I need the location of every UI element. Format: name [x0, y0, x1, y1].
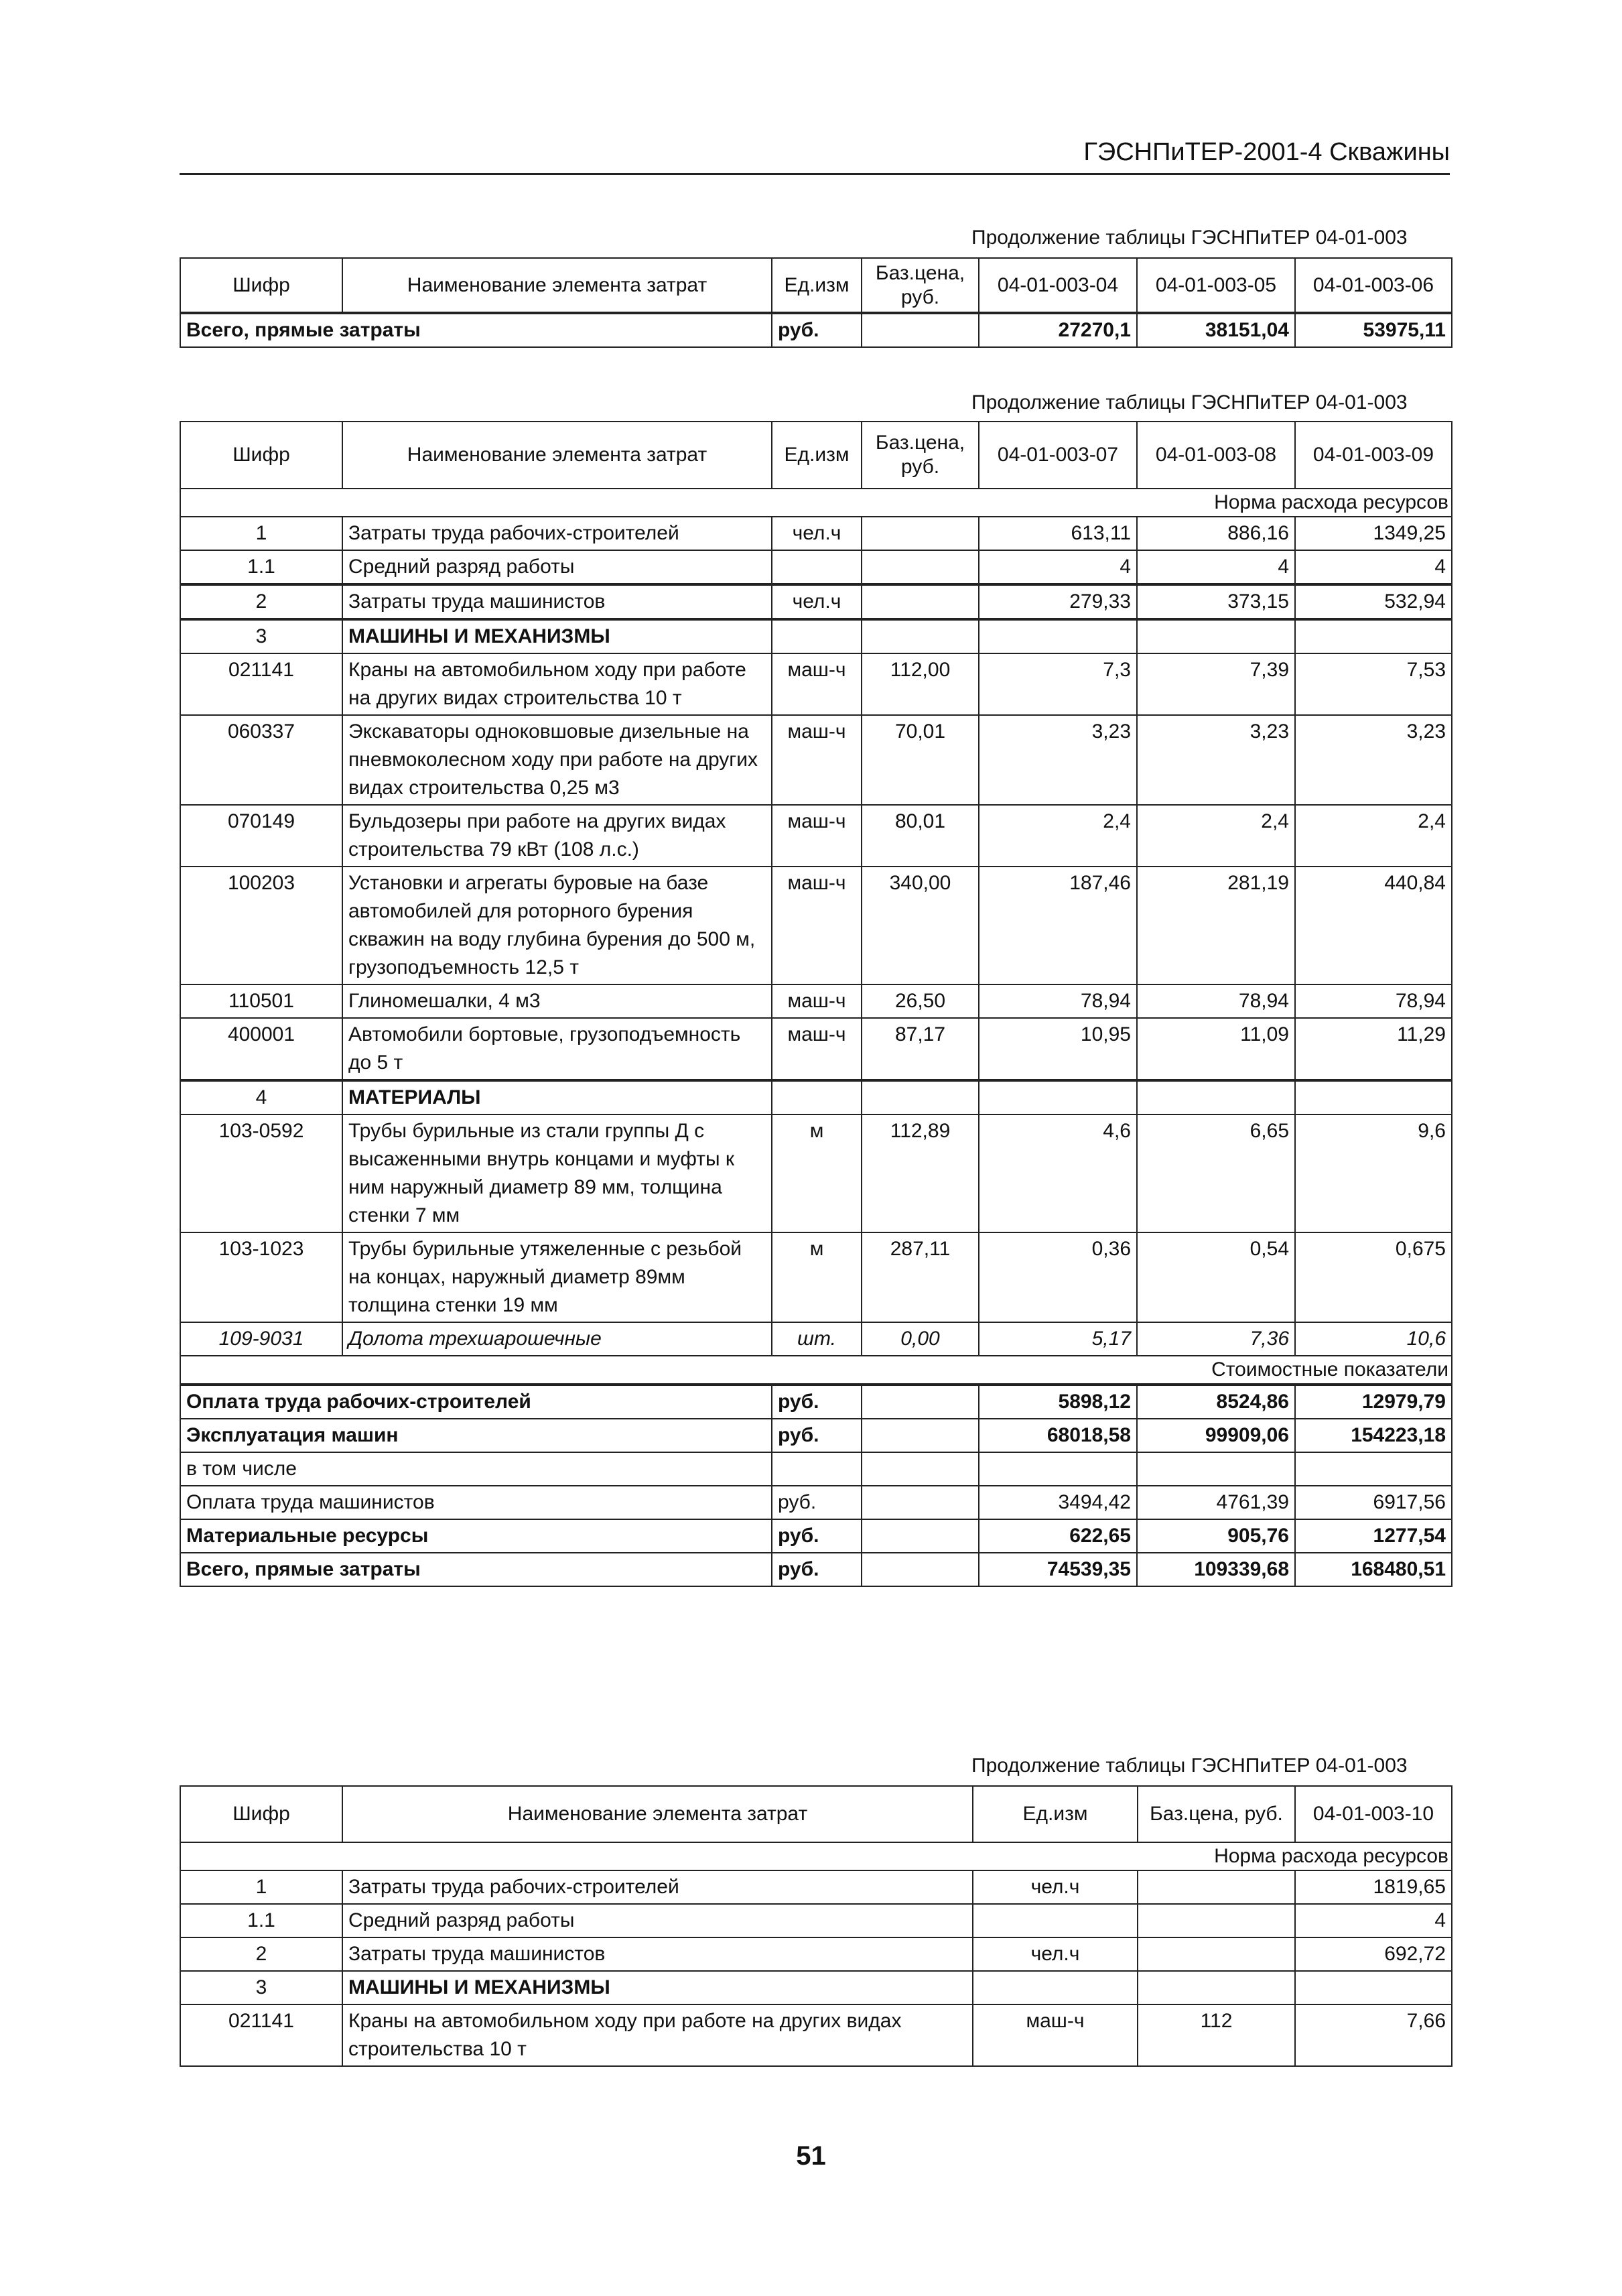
- t2-h-unit: Ед.изм: [772, 422, 862, 489]
- row-name: Бульдозеры при работе на других видах строительства 79 кВт (108 л.с.): [342, 805, 772, 867]
- cost-row: [180, 1385, 1452, 1419]
- table-row: [180, 517, 1452, 550]
- cost-row: [180, 1486, 1452, 1519]
- row-name: МАТЕРИАЛЫ: [342, 1080, 772, 1114]
- row-value: 0,36: [979, 1232, 1137, 1322]
- row-code: 400001: [180, 1018, 342, 1080]
- row-price: 112,00: [862, 653, 979, 715]
- row-unit: маш-ч: [772, 984, 862, 1018]
- cost-name: Всего, прямые затраты: [180, 1553, 772, 1586]
- row-unit: маш-ч: [772, 715, 862, 805]
- row-code: 021141: [180, 653, 342, 715]
- row-value: [1295, 1080, 1452, 1114]
- cost-price: [862, 1519, 979, 1553]
- row-name: Экскаваторы одноковшовые дизельные на пневмоколесном ходу при работе на других видах строительства 0,25 м3: [342, 715, 772, 805]
- table-row: [180, 550, 1452, 584]
- table-row: [180, 653, 1452, 715]
- row-unit: [973, 1904, 1138, 1937]
- row-value: 10,95: [979, 1018, 1137, 1080]
- row-value: [1295, 619, 1452, 653]
- row-code: 3: [180, 1971, 342, 2004]
- t1-h-price: Баз.цена, руб.: [862, 258, 979, 313]
- t2-h-code: Шифр: [180, 422, 342, 489]
- t3-norm-label: Норма расхода ресурсов: [180, 1842, 1452, 1870]
- row-unit: шт.: [772, 1322, 862, 1356]
- t3-rows: [180, 1870, 1452, 2066]
- row-value: [979, 1080, 1137, 1114]
- row-value: 5,17: [979, 1322, 1137, 1356]
- row-unit: чел.ч: [973, 1937, 1138, 1971]
- cost-unit: руб.: [772, 1553, 862, 1586]
- row-code: 2: [180, 1937, 342, 1971]
- cost-unit: [772, 1452, 862, 1486]
- cost-value: 4761,39: [1137, 1486, 1295, 1519]
- t1-total-v2: 38151,04: [1137, 313, 1295, 347]
- row-code: 103-0592: [180, 1114, 342, 1232]
- running-head: ГЭСНПиТЕР-2001-4 Скважины: [1083, 138, 1450, 166]
- cost-value: 905,76: [1137, 1519, 1295, 1553]
- cost-value: [1137, 1452, 1295, 1486]
- t2-h-price: Баз.цена, руб.: [862, 422, 979, 489]
- row-name: Установки и агрегаты буровые на базе автомобилей для роторного бурения скважин на воду глубина бурения до 500 м, грузоподъемность 12,5 т: [342, 867, 772, 984]
- row-value: 4: [979, 550, 1137, 584]
- row-price: 80,01: [862, 805, 979, 867]
- t2-h-col1: 04-01-003-07: [979, 422, 1137, 489]
- t3-h-code: Шифр: [180, 1786, 342, 1842]
- row-unit: [772, 619, 862, 653]
- t3-h-name: Наименование элемента затрат: [342, 1786, 973, 1842]
- table-row: [180, 1971, 1452, 2004]
- row-value: 613,11: [979, 517, 1137, 550]
- table-row: [180, 984, 1452, 1018]
- row-value: 11,29: [1295, 1018, 1452, 1080]
- t1-total-v1: 27270,1: [979, 313, 1137, 347]
- cost-value: 5898,12: [979, 1385, 1137, 1419]
- t2-h-name: Наименование элемента затрат: [342, 422, 772, 489]
- row-value: 2,4: [979, 805, 1137, 867]
- cost-unit: руб.: [772, 1419, 862, 1452]
- row-price: [1138, 1904, 1295, 1937]
- row-code: 070149: [180, 805, 342, 867]
- row-value: 281,19: [1137, 867, 1295, 984]
- table1-caption: Продолжение таблицы ГЭСНПиТЕР 04-01-003: [971, 227, 1408, 249]
- row-value: 692,72: [1295, 1937, 1452, 1971]
- cost-name: Оплата труда рабочих-строителей: [180, 1385, 772, 1419]
- row-value: 4: [1295, 550, 1452, 584]
- t1-total-v3: 53975,11: [1295, 313, 1452, 347]
- row-unit: чел.ч: [973, 1870, 1138, 1904]
- row-value: 3,23: [1295, 715, 1452, 805]
- row-value: 4: [1137, 550, 1295, 584]
- row-value: 11,09: [1137, 1018, 1295, 1080]
- row-value: 1349,25: [1295, 517, 1452, 550]
- row-value: [1295, 1971, 1452, 2004]
- cost-value: 154223,18: [1295, 1419, 1452, 1452]
- row-price: 340,00: [862, 867, 979, 984]
- header-rule: [180, 173, 1450, 175]
- t2-costs: [180, 1385, 1452, 1586]
- table2-caption: Продолжение таблицы ГЭСНПиТЕР 04-01-003: [971, 391, 1408, 413]
- cost-price: [862, 1553, 979, 1586]
- table-row: [180, 867, 1452, 984]
- row-code: 3: [180, 619, 342, 653]
- cost-value: 622,65: [979, 1519, 1137, 1553]
- row-value: 0,54: [1137, 1232, 1295, 1322]
- cost-row: [180, 1519, 1452, 1553]
- table-row: [180, 1870, 1452, 1904]
- cost-price: [862, 1486, 979, 1519]
- row-price: [862, 584, 979, 619]
- row-value: 279,33: [979, 584, 1137, 619]
- row-unit: маш-ч: [772, 805, 862, 867]
- t1-h-code: Шифр: [180, 258, 342, 313]
- row-unit: м: [772, 1114, 862, 1232]
- table-row: [180, 1904, 1452, 1937]
- row-name: МАШИНЫ И МЕХАНИЗМЫ: [342, 619, 772, 653]
- row-value: 886,16: [1137, 517, 1295, 550]
- cost-price: [862, 1385, 979, 1419]
- row-price: 112: [1138, 2004, 1295, 2066]
- row-code: 109-9031: [180, 1322, 342, 1356]
- t1-total-unit: руб.: [772, 313, 862, 347]
- t2-h-col2: 04-01-003-08: [1137, 422, 1295, 489]
- row-name: Краны на автомобильном ходу при работе на других видах строительства 10 т: [342, 2004, 973, 2066]
- row-name: Глиномешалки, 4 м3: [342, 984, 772, 1018]
- row-price: [1138, 1937, 1295, 1971]
- t1-h-col2: 04-01-003-05: [1137, 258, 1295, 313]
- row-value: 78,94: [1295, 984, 1452, 1018]
- cost-value: 109339,68: [1137, 1553, 1295, 1586]
- row-price: [1138, 1870, 1295, 1904]
- cost-value: 68018,58: [979, 1419, 1137, 1452]
- row-value: 187,46: [979, 867, 1137, 984]
- row-value: 4: [1295, 1904, 1452, 1937]
- cost-value: 74539,35: [979, 1553, 1137, 1586]
- row-price: 112,89: [862, 1114, 979, 1232]
- cost-name: Материальные ресурсы: [180, 1519, 772, 1553]
- t1-total-label: Всего, прямые затраты: [180, 313, 772, 347]
- row-value: 7,36: [1137, 1322, 1295, 1356]
- t1-h-name: Наименование элемента затрат: [342, 258, 772, 313]
- table3-caption: Продолжение таблицы ГЭСНПиТЕР 04-01-003: [971, 1755, 1408, 1777]
- table-row: [180, 805, 1452, 867]
- cost-row: [180, 1419, 1452, 1452]
- cost-unit: руб.: [772, 1486, 862, 1519]
- cost-value: 168480,51: [1295, 1553, 1452, 1586]
- row-name: Затраты труда рабочих-строителей: [342, 1870, 973, 1904]
- row-unit: маш-ч: [772, 1018, 862, 1080]
- row-value: 10,6: [1295, 1322, 1452, 1356]
- row-code: 2: [180, 584, 342, 619]
- row-value: [979, 619, 1137, 653]
- cost-value: 8524,86: [1137, 1385, 1295, 1419]
- cost-name: в том числе: [180, 1452, 772, 1486]
- row-name: Автомобили бортовые, грузоподъемность до 5 т: [342, 1018, 772, 1080]
- row-value: 3,23: [1137, 715, 1295, 805]
- row-unit: м: [772, 1232, 862, 1322]
- row-value: 2,4: [1295, 805, 1452, 867]
- row-value: 7,3: [979, 653, 1137, 715]
- row-price: 26,50: [862, 984, 979, 1018]
- row-value: 0,675: [1295, 1232, 1452, 1322]
- table-row: [180, 1937, 1452, 1971]
- row-price: 0,00: [862, 1322, 979, 1356]
- cost-price: [862, 1452, 979, 1486]
- row-unit: [772, 1080, 862, 1114]
- row-code: 1.1: [180, 550, 342, 584]
- cost-value: 3494,42: [979, 1486, 1137, 1519]
- t1-h-col1: 04-01-003-04: [979, 258, 1137, 313]
- cost-price: [862, 1419, 979, 1452]
- row-name: Затраты труда машинистов: [342, 584, 772, 619]
- row-name: Трубы бурильные из стали группы Д с высаженными внутрь концами и муфты к ним наружный диаметр 89 мм, толщина стенки 7 мм: [342, 1114, 772, 1232]
- row-unit: маш-ч: [772, 867, 862, 984]
- table-row: [180, 619, 1452, 653]
- row-name: Затраты труда машинистов: [342, 1937, 973, 1971]
- cost-unit: руб.: [772, 1385, 862, 1419]
- row-value: 7,39: [1137, 653, 1295, 715]
- row-value: 78,94: [1137, 984, 1295, 1018]
- t2-norm-label: Норма расхода ресурсов: [180, 489, 1452, 517]
- t3-h-price: Баз.цена, руб.: [1138, 1786, 1295, 1842]
- t2-rows: [180, 517, 1452, 1356]
- t2-cost-label: Стоимостные показатели: [180, 1356, 1452, 1385]
- table-row: [180, 1018, 1452, 1080]
- table3: [180, 1785, 1452, 2067]
- table1: [180, 257, 1452, 348]
- table-row: [180, 584, 1452, 619]
- table-row: [180, 2004, 1452, 2066]
- row-unit: [772, 550, 862, 584]
- row-name: Средний разряд работы: [342, 1904, 973, 1937]
- row-value: 7,53: [1295, 653, 1452, 715]
- cost-value: 1277,54: [1295, 1519, 1452, 1553]
- row-value: 440,84: [1295, 867, 1452, 984]
- table2: [180, 421, 1452, 1587]
- t1-total-price: [862, 313, 979, 347]
- t3-h-unit: Ед.изм: [973, 1786, 1138, 1842]
- row-unit: [973, 1971, 1138, 2004]
- row-value: [1137, 1080, 1295, 1114]
- row-unit: чел.ч: [772, 584, 862, 619]
- cost-value: 12979,79: [1295, 1385, 1452, 1419]
- row-name: Средний разряд работы: [342, 550, 772, 584]
- t1-h-unit: Ед.изм: [772, 258, 862, 313]
- t1-h-col3: 04-01-003-06: [1295, 258, 1452, 313]
- row-unit: маш-ч: [772, 653, 862, 715]
- row-code: 103-1023: [180, 1232, 342, 1322]
- cost-row: [180, 1553, 1452, 1586]
- table-row: [180, 715, 1452, 805]
- row-code: 1: [180, 517, 342, 550]
- row-price: 287,11: [862, 1232, 979, 1322]
- cost-name: Эксплуатация машин: [180, 1419, 772, 1452]
- row-name: МАШИНЫ И МЕХАНИЗМЫ: [342, 1971, 973, 2004]
- row-name: Затраты труда рабочих-строителей: [342, 517, 772, 550]
- row-name: Трубы бурильные утяжеленные с резьбой на концах, наружный диаметр 89мм толщина стенки 19 мм: [342, 1232, 772, 1322]
- table-row: [180, 1080, 1452, 1114]
- row-code: 060337: [180, 715, 342, 805]
- row-value: 6,65: [1137, 1114, 1295, 1232]
- table-row: [180, 1322, 1452, 1356]
- row-value: 1819,65: [1295, 1870, 1452, 1904]
- row-price: [862, 550, 979, 584]
- row-code: 1: [180, 1870, 342, 1904]
- row-value: 532,94: [1295, 584, 1452, 619]
- row-price: 70,01: [862, 715, 979, 805]
- table-row: [180, 1232, 1452, 1322]
- row-code: 4: [180, 1080, 342, 1114]
- row-code: 021141: [180, 2004, 342, 2066]
- row-code: 110501: [180, 984, 342, 1018]
- page-number: 51: [796, 2141, 826, 2171]
- row-price: [862, 619, 979, 653]
- row-unit: маш-ч: [973, 2004, 1138, 2066]
- row-name: Долота трехшарошечные: [342, 1322, 772, 1356]
- row-unit: чел.ч: [772, 517, 862, 550]
- row-value: 3,23: [979, 715, 1137, 805]
- row-price: [862, 1080, 979, 1114]
- row-value: 4,6: [979, 1114, 1137, 1232]
- cost-name: Оплата труда машинистов: [180, 1486, 772, 1519]
- t2-h-col3: 04-01-003-09: [1295, 422, 1452, 489]
- row-name: Краны на автомобильном ходу при работе на других видах строительства 10 т: [342, 653, 772, 715]
- row-price: [862, 517, 979, 550]
- row-value: 9,6: [1295, 1114, 1452, 1232]
- row-price: 87,17: [862, 1018, 979, 1080]
- row-code: 100203: [180, 867, 342, 984]
- row-value: 78,94: [979, 984, 1137, 1018]
- cost-value: [979, 1452, 1137, 1486]
- table-row: [180, 1114, 1452, 1232]
- row-value: [1137, 619, 1295, 653]
- row-value: 373,15: [1137, 584, 1295, 619]
- row-value: 2,4: [1137, 805, 1295, 867]
- cost-value: 6917,56: [1295, 1486, 1452, 1519]
- row-value: 7,66: [1295, 2004, 1452, 2066]
- row-code: 1.1: [180, 1904, 342, 1937]
- cost-value: [1295, 1452, 1452, 1486]
- cost-unit: руб.: [772, 1519, 862, 1553]
- row-price: [1138, 1971, 1295, 2004]
- t3-h-col1: 04-01-003-10: [1295, 1786, 1452, 1842]
- cost-value: 99909,06: [1137, 1419, 1295, 1452]
- cost-row: [180, 1452, 1452, 1486]
